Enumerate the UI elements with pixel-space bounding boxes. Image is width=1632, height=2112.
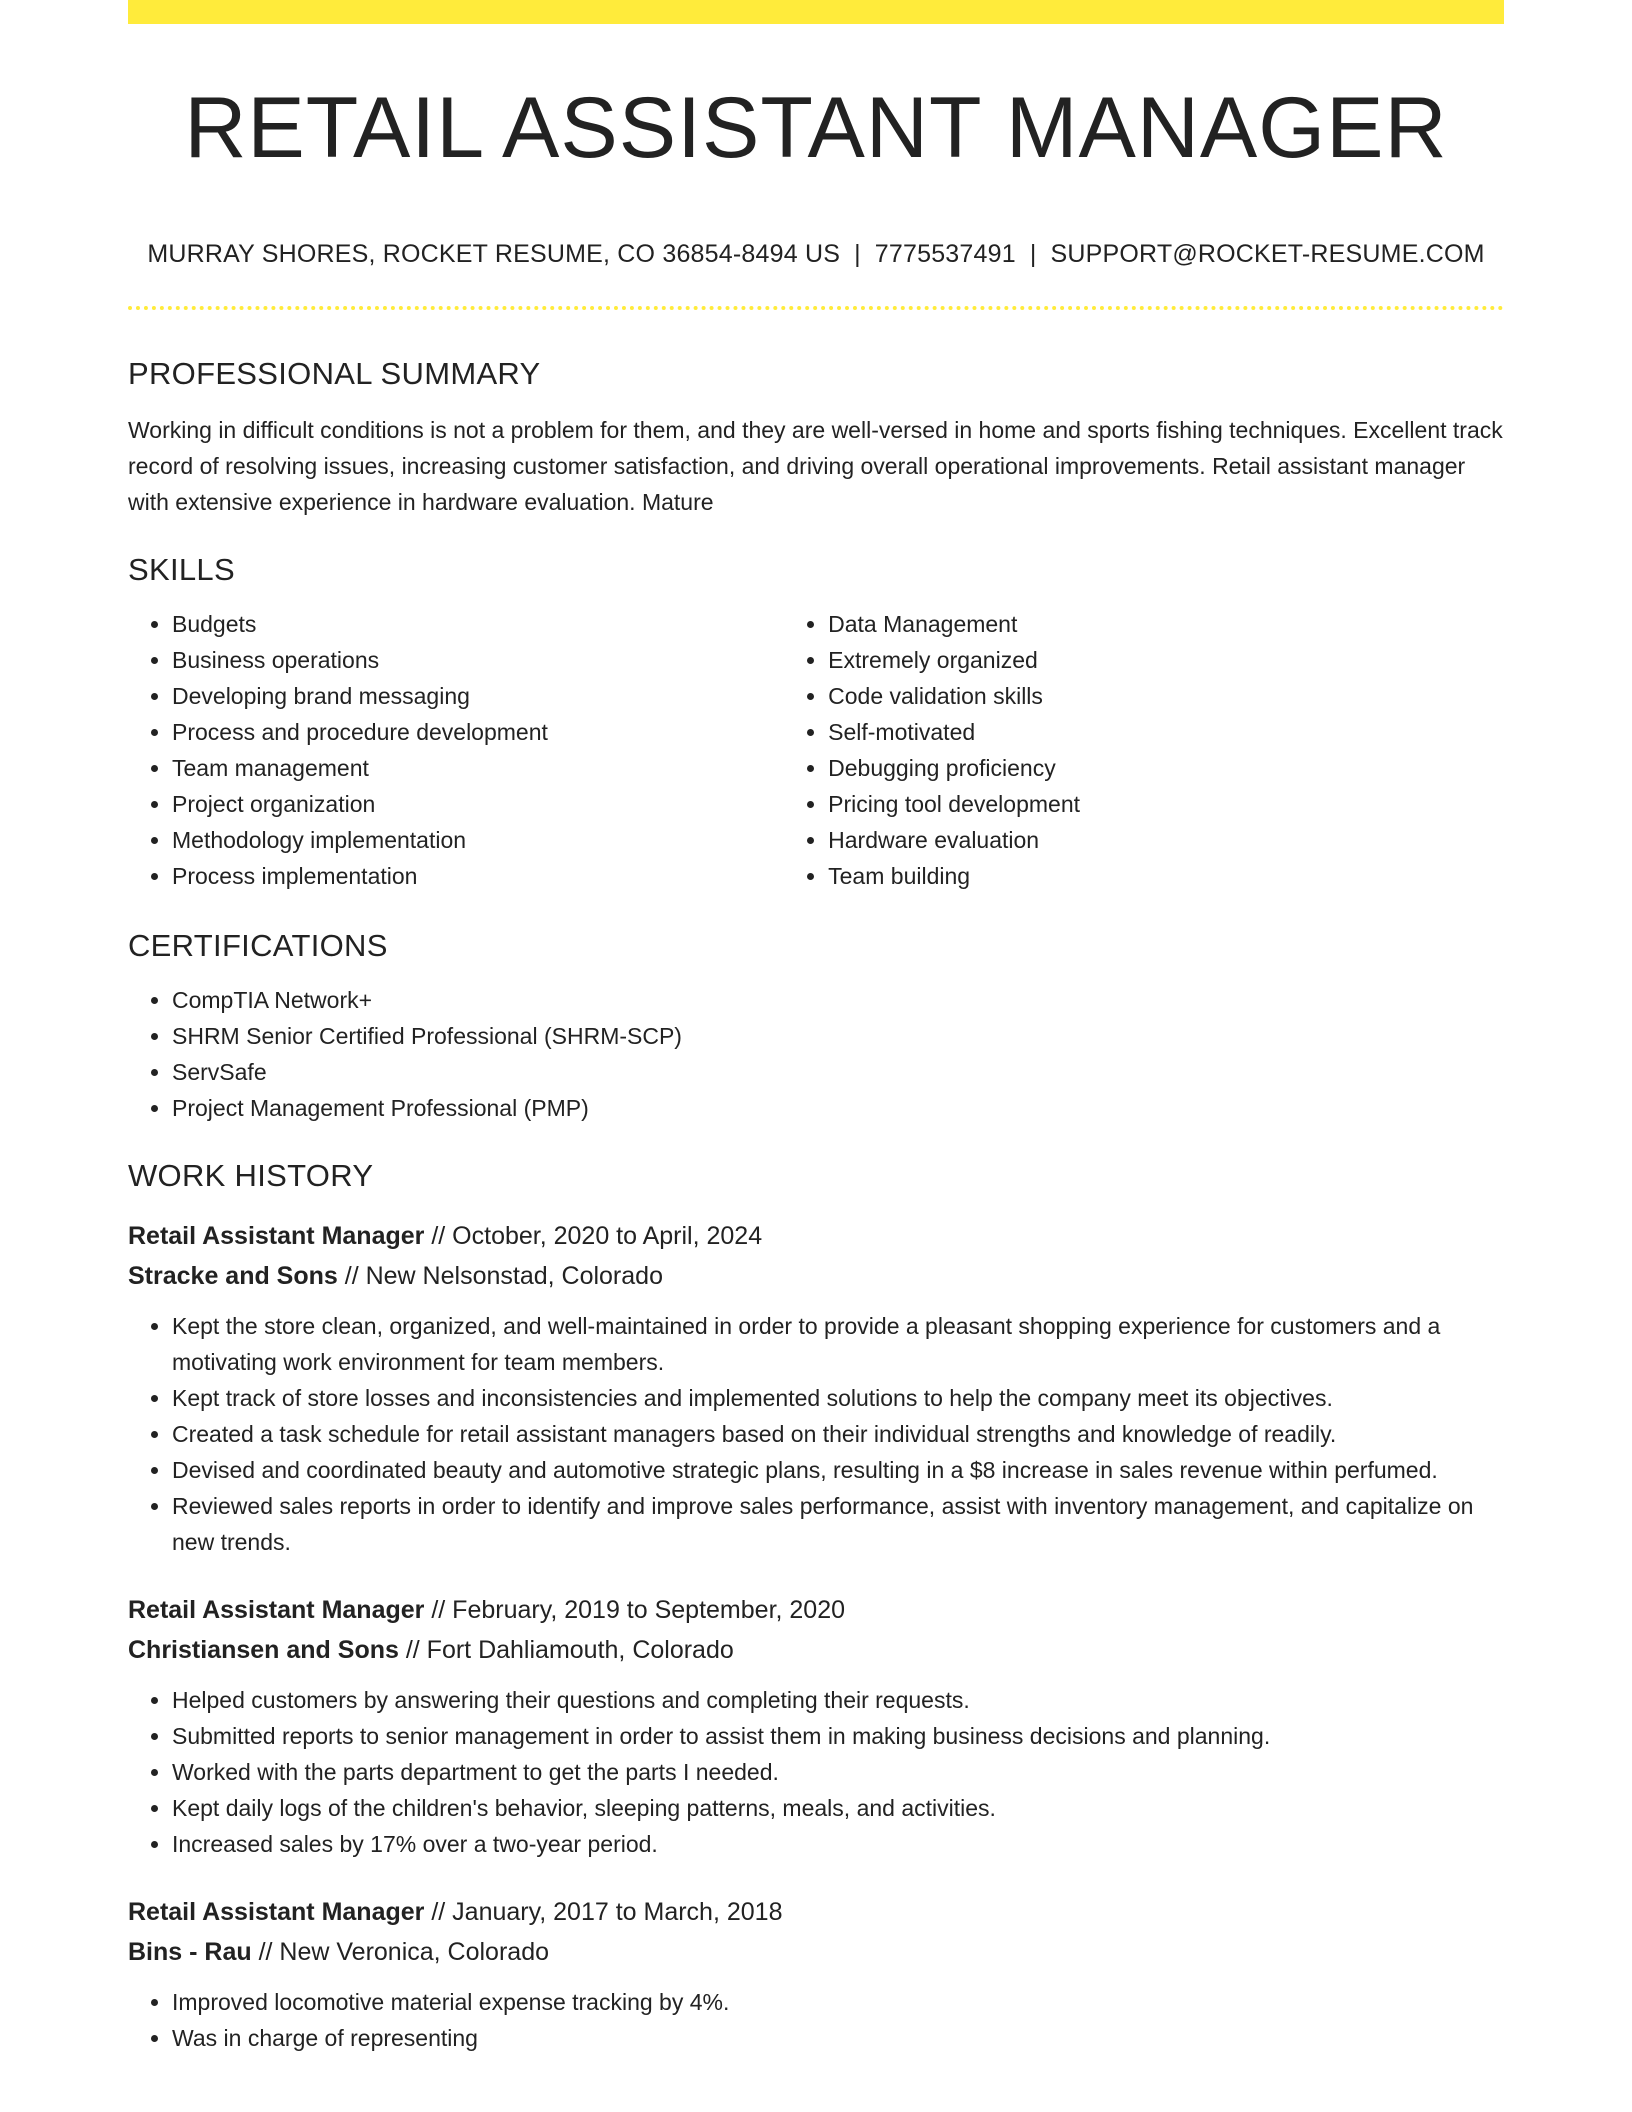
contact-separator: | [854,240,861,268]
skills-heading: SKILLS [128,552,235,587]
job-duty-item: • Helped customers by answering their questions and completing their requests. [172,1682,1504,1718]
job-duty-item: • Kept track of store losses and inconsistencies and implemented solutions to help the company meet its objectives. [172,1380,1504,1416]
job-entry [128,1216,1504,1560]
candidate-name: RETAIL ASSISTANT MANAGER [184,80,1448,176]
skills-section [128,548,1504,894]
job-company: Stracke and Sons [128,1262,338,1290]
resume-body [128,352,1504,2086]
jobs-list [128,1216,1504,2056]
job-company-line [128,1256,1504,1296]
job-location: // New Nelsonstad, Colorado [337,1262,663,1290]
certification-item: • Project Management Professional (PMP) [172,1090,1504,1126]
certification-item: • SHRM Senior Certified Professional (SHRM-SCP) [172,1018,1504,1054]
job-title: Retail Assistant Manager [128,1596,425,1624]
contact-email: SUPPORT@ROCKET-RESUME.COM [1050,240,1485,268]
skill-item: • Developing brand messaging [172,678,784,714]
job-company: Christiansen and Sons [128,1636,399,1664]
contact-separator: | [1029,240,1037,268]
skill-item: • Extremely organized [828,642,1504,678]
skill-item: • Process and procedure development [172,714,784,750]
job-duty-item: • Kept the store clean, organized, and well-maintained in order to provide a pleasant shopping experience for customers and a motivating work environment for team members. [172,1308,1504,1380]
header-divider [128,306,1504,310]
job-duty-item: • Kept daily logs of the children's behavior, sleeping patterns, meals, and activities. [172,1790,1504,1826]
job-location: // New Veronica, Colorado [251,1938,550,1966]
job-duties-list [128,1308,1504,1560]
skill-item: • Code validation skills [828,678,1504,714]
skills-column-right [784,606,1504,894]
skill-item: • Data Management [828,606,1504,642]
job-location: // Fort Dahliamouth, Colorado [398,1636,734,1664]
work-history-heading: WORK HISTORY [128,1158,374,1193]
job-duty-item: • Devised and coordinated beauty and automotive strategic plans, resulting in a $8 increase in sales revenue within perfumed. [172,1452,1504,1488]
contact-line [128,236,1504,272]
certifications-list [128,982,1504,1126]
job-duties-list [128,1682,1504,1862]
skill-item: • Debugging proficiency [828,750,1504,786]
job-dates: // February, 2019 to September, 2020 [424,1596,846,1624]
certifications-section [128,924,1504,1126]
job-title-line [128,1892,1504,1932]
job-entry [128,1892,1504,2056]
job-duty-item: • Was in charge of representing [172,2020,1504,2056]
skill-item: • Pricing tool development [828,786,1504,822]
summary-heading: PROFESSIONAL SUMMARY [128,356,541,391]
job-duty-item: • Improved locomotive material expense tracking by 4%. [172,1984,1504,2020]
contact-address: MURRAY SHORES, ROCKET RESUME, CO 36854-8494 US [147,240,841,268]
skills-column-left [128,606,784,894]
job-dates: // October, 2020 to April, 2024 [424,1222,763,1250]
work-history-section [128,1154,1504,2056]
job-duty-item: • Submitted reports to senior management in order to assist them in making business decisions and planning. [172,1718,1504,1754]
skill-item: • Process implementation [172,858,784,894]
certification-item: • CompTIA Network+ [172,982,1504,1018]
contact-phone: 7775537491 [874,240,1016,268]
job-entry [128,1590,1504,1862]
job-title-line [128,1216,1504,1256]
skill-item: • Methodology implementation [172,822,784,858]
job-duty-item: • Worked with the parts department to get the parts I needed. [172,1754,1504,1790]
top-accent-bar [128,0,1504,24]
skill-item: • Business operations [172,642,784,678]
skill-item: • Project organization [172,786,784,822]
job-dates: // January, 2017 to March, 2018 [424,1898,783,1926]
skill-item: • Hardware evaluation [828,822,1504,858]
skill-item: • Team management [172,750,784,786]
skills-columns [128,606,1504,894]
skill-item: • Team building [828,858,1504,894]
certification-item: • ServSafe [172,1054,1504,1090]
summary-text: Working in difficult conditions is not a problem for them, and they are well-versed in home and sports fishing techniques. Excellent track record of resolving issues, increasing customer satisfaction, and driving overall operational improvements. Retail assistant manager with extensive experience in hardware evaluation. Mature [128,417,1503,515]
job-duty-item: • Reviewed sales reports in order to identify and improve sales performance, assist with inventory management, and capitalize on new trends. [172,1488,1504,1560]
job-title: Retail Assistant Manager [128,1898,425,1926]
job-company: Bins - Rau [128,1938,252,1966]
job-duty-item: • Increased sales by 17% over a two-year period. [172,1826,1504,1862]
skill-item: • Budgets [172,606,784,642]
job-company-line [128,1630,1504,1670]
job-title-line [128,1590,1504,1630]
certifications-heading: CERTIFICATIONS [128,928,388,963]
job-title: Retail Assistant Manager [128,1222,425,1250]
skill-item: • Self-motivated [828,714,1504,750]
job-duty-item: • Created a task schedule for retail assistant managers based on their individual strengths and knowledge of readily. [172,1416,1504,1452]
job-company-line [128,1932,1504,1972]
summary-section [128,352,1504,520]
job-duties-list [128,1984,1504,2056]
